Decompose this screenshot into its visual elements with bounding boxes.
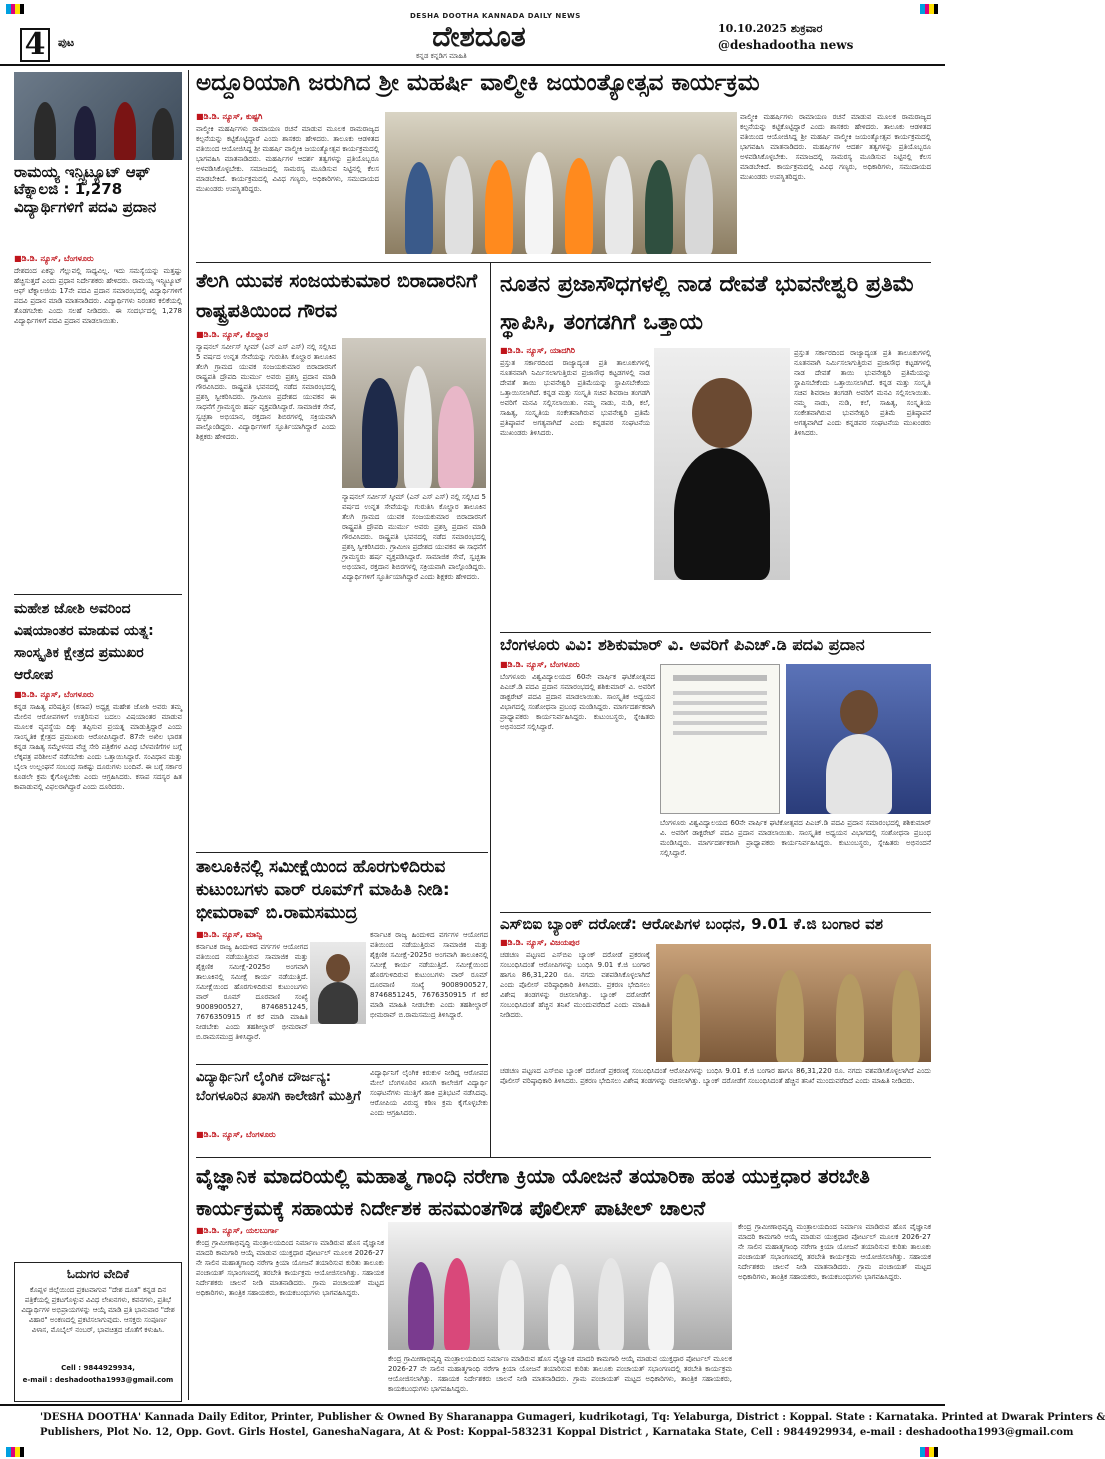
mahesh-byline: ■ಡಿ.ಡಿ. ನ್ಯೂಸ್, ಬೆಂಗಳೂರು [14, 690, 94, 699]
story-divider [196, 262, 931, 263]
sanjay-byline: ■ಡಿ.ಡಿ. ನ್ಯೂಸ್, ಕೊಲ್ಹಾರ [196, 330, 269, 339]
phd-holder-photo [786, 664, 931, 814]
bhuvaneshwari-byline: ■ಡಿ.ಡಿ. ನ್ಯೂಸ್, ಯಾದಗಿರಿ [500, 346, 575, 355]
shivakumar-body: ಬೆಂಗಳೂರು ವಿಶ್ವವಿದ್ಯಾಲಯದ 60ನೇ ವಾರ್ಷಿಕ ಘಟಿಕೋತ್ಸವದ ಪಿಎಚ್.ಡಿ ಪದವಿ ಪ್ರದಾನ ಸಮಾರಂಭದಲ್ಲಿ ಶಶಿಕುಮಾರ್ ವಿ. ಅವರಿಗೆ ಡಾಕ್ಟರೇಟ್ ಪದವಿ ಪ್ರದಾನ ಮಾಡಲಾಯಿತು. ಸಾಂಸ್ಕೃತಿಕ ಅಧ್ಯಯನ ವಿಭಾಗದಲ್ಲಿ ಸಂಶೋಧನಾ ಪ್ರಬಂಧ ಮಂಡಿಸಿದ್ದರು. ಮಾರ್ಗದರ್ಶಕರಾಗಿ ಪ್ರಾಧ್ಯಾಪಕರು ಕಾರ್ಯನಿರ್ವಹಿಸಿದ್ದರು. ಕುಟುಂಬಸ್ಥರು, ಸ್ನೇಹಿತರು ಅಭಿನಂದನೆ ಸಲ್ಲಿಸಿದ್ದಾರೆ. [500, 673, 655, 731]
story-divider [196, 852, 488, 853]
certificate-image [660, 664, 780, 814]
issue-date: 10.10.2025 ಶುಕ್ರವಾರ [718, 22, 823, 35]
masthead [0, 0, 945, 64]
social-handle: @deshadootha news [718, 38, 854, 52]
sanjay-headline: ತೆಲಗಿ ಯುವಕ ಸಂಜಯಕುಮಾರ ಬಿರಾದಾರನಿಗೆ ರಾಷ್ಟ್ರಪತಿಯಿಂದ ಗೌರವ [196, 270, 478, 322]
sanjay-body: ನ್ಯಾಷನಲ್ ಸರ್ವೀಸ್ ಸ್ಕೀಮ್ (ಎನ್ ಎಸ್ ಎಸ್) ನಲ್ಲಿ ಸಲ್ಲಿಸಿದ 5 ವರ್ಷದ ಉನ್ನತ ಸೇವೆಯನ್ನು ಗುರುತಿಸಿ ಕೊಲ್ಹಾರ ತಾಲೂಕಿನ ತೆಲಗಿ ಗ್ರಾಮದ ಯುವಕ ಸಂಜಯಕುಮಾರ ಬಿರಾದಾರನಿಗೆ ರಾಷ್ಟ್ರಪತಿ ದ್ರೌಪದಿ ಮುರ್ಮು ಅವರು ಪ್ರಶಸ್ತಿ ಪ್ರದಾನ ಮಾಡಿ ಗೌರವಿಸಿದರು. ರಾಷ್ಟ್ರಪತಿ ಭವನದಲ್ಲಿ ನಡೆದ ಸಮಾರಂಭದಲ್ಲಿ ಪ್ರಶಸ್ತಿ ಸ್ವೀಕರಿಸಿದರು. ಗ್ರಾಮೀಣ ಪ್ರದೇಶದ ಯುವಕನ ಈ ಸಾಧನೆಗೆ ಗ್ರಾಮಸ್ಥರು ಹರ್ಷ ವ್ಯಕ್ತಪಡಿಸಿದ್ದಾರೆ. ಸಾಮಾಜಿಕ ಸೇವೆ, ಸ್ವಚ್ಛತಾ ಅಭಿಯಾನ, ರಕ್ತದಾನ ಶಿಬಿರಗಳಲ್ಲಿ ಸಕ್ರಿಯವಾಗಿ ಪಾಲ್ಗೊಂಡಿದ್ದರು. ವಿದ್ಯಾರ್ಥಿಗಳಿಗೆ ಸ್ಫೂರ್ತಿಯಾಗಿದ್ದಾರೆ ಎಂದು ಶಿಕ್ಷಕರು ಹೇಳಿದರು. [196, 343, 336, 441]
imprint-footer [0, 1407, 1105, 1445]
valmiki-body-continued: ವಾಲ್ಮೀಕಿ ಮಹರ್ಷಿಗಳು ರಾಮಾಯಣ ರಚನೆ ಮಾಡುವ ಮೂಲಕ ರಾಮರಾಜ್ಯದ ಕಲ್ಪನೆಯನ್ನು ಕಟ್ಟಿಕೊಟ್ಟಿದ್ದಾರೆ ಎಂದು ಶಾಸಕರು ಹೇಳಿದರು. ತಾಲೂಕು ಆಡಳಿತದ ವತಿಯಿಂದ ಆಯೋಜಿಸಿದ್ದ ಶ್ರೀ ಮಹರ್ಷಿ ವಾಲ್ಮೀಕಿ ಜಯಂತ್ಯೋತ್ಸವ ಕಾರ್ಯಕ್ರಮದಲ್ಲಿ ಭಾಗವಹಿಸಿ ಮಾತನಾಡಿದರು. ಮಹರ್ಷಿಗಳ ಆದರ್ಶ ತತ್ವಗಳನ್ನು ಪ್ರತಿಯೊಬ್ಬರೂ ಅಳವಡಿಸಿಕೊಳ್ಳಬೇಕು. ಸಮಾಜದಲ್ಲಿ ಸಾಮರಸ್ಯ ಮೂಡಿಸುವ ನಿಟ್ಟಿನಲ್ಲಿ ಕೆಲಸ ಮಾಡಬೇಕಿದೆ. ಕಾರ್ಯಕ್ರಮದಲ್ಲಿ ವಿವಿಧ ಗಣ್ಯರು, ಅಧಿಕಾರಿಗಳು, ಸಮುದಾಯದ ಮುಖಂಡರು ಉಪಸ್ಥಿತರಿದ್ದರು. [740, 113, 931, 181]
bhuvaneshwari-headline: ನೂತನ ಪ್ರಜಾಸೌಧಗಳಲ್ಲಿ ನಾಡ ದೇವತೆ ಭುವನೇಶ್ವರಿ ಪ್ರತಿಮೆ ಸ್ಥಾಪಿಸಿ, ತಂಗಡಗಿಗೆ ಒತ್ತಾಯ [500, 272, 915, 335]
shivakumar-body-continued: ಬೆಂಗಳೂರು ವಿಶ್ವವಿದ್ಯಾಲಯದ 60ನೇ ವಾರ್ಷಿಕ ಘಟಿಕೋತ್ಸವದ ಪಿಎಚ್.ಡಿ ಪದವಿ ಪ್ರದಾನ ಸಮಾರಂಭದಲ್ಲಿ ಶಶಿಕುಮಾರ್ ವಿ. ಅವರಿಗೆ ಡಾಕ್ಟರೇಟ್ ಪದವಿ ಪ್ರದಾನ ಮಾಡಲಾಯಿತು. ಸಾಂಸ್ಕೃತಿಕ ಅಧ್ಯಯನ ವಿಭಾಗದಲ್ಲಿ ಸಂಶೋಧನಾ ಪ್ರಬಂಧ ಮಂಡಿಸಿದ್ದರು. ಮಾರ್ಗದರ್ಶಕರಾಗಿ ಪ್ರಾಧ್ಯಾಪಕರು ಕಾರ್ಯನಿರ್ವಹಿಸಿದ್ದರು. ಕುಟುಂಬಸ್ಥರು, ಸ್ನೇಹಿತರು ಅಭಿನಂದನೆ ಸಲ್ಲಿಸಿದ್ದಾರೆ. [660, 819, 931, 857]
narega-headline: ವೈಜ್ಞಾನಿಕ ಮಾದರಿಯಲ್ಲಿ ಮಹಾತ್ಮ ಗಾಂಧಿ ನರೇಗಾ ಕ್ರಿಯಾ ಯೋಜನೆ ತಯಾರಿಕಾ ಹಂತ ಯುಕ್ತಧಾರ ತರಬೇತಿ ಕಾರ್ಯಕ್ರಮಕ್ಕೆ ಸಹಾಯಕ ನಿರ್ದೇಶಕ ಹನಮಂತಗೌಡ ಪೊಲೀಸ್ ಪಾಟೀಲ್ ಚಾಲನೆ [196, 1164, 870, 1220]
shivakumar-byline: ■ಡಿ.ಡಿ. ನ್ಯೂಸ್, ಬೆಂಗಳೂರು [500, 660, 580, 669]
war-room-headline: ತಾಲೂಕಿನಲ್ಲಿ ಸಮೀಕ್ಷೆಯಿಂದ ಹೊರಗುಳಿದಿರುವ ಕುಟುಂಬಗಳು ವಾರ್ ರೂಮ್‌ಗೆ ಮಾಹಿತಿ ನೀಡಿ: ಭೀಮರಾವ್ ಬಿ.ರಾಮಸಮುದ್ರ [196, 857, 450, 923]
harassment-body: ವಿದ್ಯಾರ್ಥಿನಿಗೆ ಲೈಂಗಿಕ ಕಿರುಕುಳ ನೀಡಿದ್ದ ಆರೋಪದ ಮೇಲೆ ಬೆಂಗಳೂರಿನ ಖಾಸಗಿ ಕಾಲೇಜಿಗೆ ವಿದ್ಯಾರ್ಥಿ ಸಂಘಟನೆಗಳು ಮುತ್ತಿಗೆ ಹಾಕಿ ಪ್ರತಿಭಟನೆ ನಡೆಸಿದವು. ಆರೋಪಿಯ ವಿರುದ್ಧ ಕಠಿಣ ಕ್ರಮ ಕೈಗೊಳ್ಳಬೇಕು ಎಂದು ಆಗ್ರಹಿಸಿದರು. [370, 1069, 488, 1117]
shivakumar-headline: ಬೆಂಗಳೂರು ವಿವಿ: ಶಶಿಕುಮಾರ್ ವಿ. ಅವರಿಗೆ ಪಿಎಚ್.ಡಿ ಪದವಿ ಪ್ರದಾನ [500, 635, 865, 654]
mahesh-headline: ಮಹೇಶ ಜೋಶಿ ಅವರಿಂದ ವಿಷಯಾಂತರ ಮಾಡುವ ಯತ್ನ: ಸಾಂಸ್ಕೃತಿಕ ಕ್ಷೇತ್ರದ ಪ್ರಮುಖರ ಆರೋಪ [14, 601, 154, 683]
bhuvaneshwari-body: ಪ್ರಸ್ತುತ ಸರ್ಕಾರದಿಂದ ರಾಜ್ಯಾದ್ಯಂತ ಪ್ರತಿ ತಾಲೂಕುಗಳಲ್ಲಿ ನೂತನವಾಗಿ ನಿರ್ಮಿಸಲಾಗುತ್ತಿರುವ ಪ್ರಜಾಸೌಧ ಕಟ್ಟಡಗಳಲ್ಲಿ ನಾಡ ದೇವತೆ ತಾಯಿ ಭುವನೇಶ್ವರಿ ಪ್ರತಿಮೆಯನ್ನು ಸ್ಥಾಪಿಸಬೇಕೆಂದು ಒತ್ತಾಯಿಸಲಾಗಿದೆ. ಕನ್ನಡ ಮತ್ತು ಸಂಸ್ಕೃತಿ ಸಚಿವ ಶಿವರಾಜ ತಂಗಡಗಿ ಅವರಿಗೆ ಮನವಿ ಸಲ್ಲಿಸಲಾಯಿತು. ನಮ್ಮ ನಾಡು, ನುಡಿ, ಕಲೆ, ಸಾಹಿತ್ಯ, ಸಂಸ್ಕೃತಿಯ ಸಂಕೇತವಾಗಿರುವ ಭುವನೇಶ್ವರಿ ಪ್ರತಿಮೆ ಪ್ರತಿಷ್ಠಾಪನೆ ಅಗತ್ಯವಾಗಿದೆ ಎಂದು ಕನ್ನಡಪರ ಸಂಘಟನೆಯ ಮುಖಂಡರು ತಿಳಿಸಿದರು. [500, 359, 650, 437]
ramaiah-headline: ರಾಮಯ್ಯ ಇನ್ಸ್ಟಿಟ್ಯೂಟ್ ಆಫ್ ಟೆಕ್ನಾಲಜಿ : 1,278 ವಿದ್ಯಾರ್ಥಿಗಳಿಗೆ ಪದವಿ ಪ್ರದಾನ [14, 163, 157, 216]
story-divider [196, 1157, 931, 1158]
sbi-press-photo [656, 944, 931, 1062]
war-room-body: ಕರ್ನಾಟಕ ರಾಜ್ಯ ಹಿಂದುಳಿದ ವರ್ಗಗಳ ಆಯೋಗದ ವತಿಯಿಂದ ನಡೆಯುತ್ತಿರುವ ಸಾಮಾಜಿಕ ಮತ್ತು ಶೈಕ್ಷಣಿಕ ಸಮೀಕ್ಷೆ-2025ರ ಅಂಗವಾಗಿ ತಾಲೂಕಿನಲ್ಲಿ ಸಮೀಕ್ಷೆ ಕಾರ್ಯ ನಡೆಯುತ್ತಿದೆ. ಸಮೀಕ್ಷೆಯಿಂದ ಹೊರಗುಳಿದಿರುವ ಕುಟುಂಬಗಳು ವಾರ್ ರೂಮ್ ದೂರವಾಣಿ ಸಂಖ್ಯೆ 9008900527, 8746851245, 7676350915 ಗೆ ಕರೆ ಮಾಡಿ ಮಾಹಿತಿ ನೀಡಬೇಕು ಎಂದು ತಹಶೀಲ್ದಾರ್ ಭೀಮರಾವ್ ಬಿ.ರಾಮಸಮುದ್ರ ತಿಳಿಸಿದ್ದಾರೆ. [196, 943, 308, 1041]
ramaiah-body: ದೇಶದಂದ ಏಕನ್ನು ಗೆಲ್ಲುವಲ್ಲಿ ಸಾಧ್ಯವಿಲ್ಲ. ಇದು ಸಮಸ್ಯೆಯನ್ನು ಮತ್ತಷ್ಟು ಹೆಚ್ಚಿಸುತ್ತದೆ ಎಂದು ಪ್ರಧಾನ ನಿರ್ದೇಶಕರು ಹೇಳಿದರು. ರಾಮಯ್ಯ ಇನ್ಸ್ಟಿಟ್ಯೂಟ್ ಆಫ್ ಟೆಕ್ನಾಲಜಿಯ 17ನೇ ಪದವಿ ಪ್ರದಾನ ಸಮಾರಂಭದಲ್ಲಿ ವಿದ್ಯಾರ್ಥಿಗಳಿಗೆ ಪದವಿ ಪ್ರದಾನ ಮಾಡಿ ಮಾತನಾಡಿದರು. ವಿದ್ಯಾರ್ಥಿಗಳು ನಿರಂತರ ಕಲಿಕೆಯಲ್ಲಿ ತೊಡಗಬೇಕು ಎಂದು ಸಲಹೆ ನೀಡಿದರು. ಈ ಸಂದರ್ಭದಲ್ಲಿ 1,278 ವಿದ್ಯಾರ್ಥಿಗಳಿಗೆ ಪದವಿ ಪ್ರದಾನ ಮಾಡಲಾಯಿತು. [14, 267, 182, 325]
column-divider [188, 70, 189, 1400]
paper-subtitle: DESHA DOOTHA KANNADA DAILY NEWS [410, 12, 581, 20]
war-room-body-continued: ಕರ್ನಾಟಕ ರಾಜ್ಯ ಹಿಂದುಳಿದ ವರ್ಗಗಳ ಆಯೋಗದ ವತಿಯಿಂದ ನಡೆಯುತ್ತಿರುವ ಸಾಮಾಜಿಕ ಮತ್ತು ಶೈಕ್ಷಣಿಕ ಸಮೀಕ್ಷೆ-2025ರ ಅಂಗವಾಗಿ ತಾಲೂಕಿನಲ್ಲಿ ಸಮೀಕ್ಷೆ ಕಾರ್ಯ ನಡೆಯುತ್ತಿದೆ. ಸಮೀಕ್ಷೆಯಿಂದ ಹೊರಗುಳಿದಿರುವ ಕುಟುಂಬಗಳು ವಾರ್ ರೂಮ್ ದೂರವಾಣಿ ಸಂಖ್ಯೆ 9008900527, 8746851245, 7676350915 ಗೆ ಕರೆ ಮಾಡಿ ಮಾಹಿತಿ ನೀಡಬೇಕು ಎಂದು ತಹಶೀಲ್ದಾರ್ ಭೀಮರಾವ್ ಬಿ.ರಾಮಸಮುದ್ರ ತಿಳಿಸಿದ್ದಾರೆ. [370, 931, 488, 1019]
readers-forum-box [14, 1262, 182, 1402]
valmiki-event-photo [385, 112, 737, 254]
valmiki-headline: ಅದ್ದೂರಿಯಾಗಿ ಜರುಗಿದ ಶ್ರೀ ಮಹರ್ಷಿ ವಾಲ್ಮೀಕಿ ಜಯಂತ್ಯೋತ್ಸವ ಕಾರ್ಯಕ್ರಮ [196, 69, 760, 96]
graduation-photo [14, 72, 182, 160]
narega-training-photo [388, 1222, 732, 1350]
ramaiah-byline: ■ಡಿ.ಡಿ. ನ್ಯೂಸ್, ಬೆಂಗಳೂರು [14, 254, 94, 263]
mahesh-body: ಕನ್ನಡ ಸಾಹಿತ್ಯ ಪರಿಷತ್ತಿನ (ಕಸಾಪ) ಅಧ್ಯಕ್ಷ ಮಹೇಶ ಜೋಶಿ ಅವರು ತಮ್ಮ ಮೇಲಿನ ಆರೋಪಗಳಿಗೆ ಉತ್ತರಿಸುವ ಬದಲು ವಿಷಯಾಂತರ ಮಾಡುವ ಮೂಲಕ ವ್ಯವಸ್ಥೆಯ ದಿಕ್ಕು ತಪ್ಪಿಸುವ ಪ್ರಯತ್ನ ಮಾಡುತ್ತಿದ್ದಾರೆ ಎಂದು ಸಾಂಸ್ಕೃತಿಕ ಕ್ಷೇತ್ರದ ಪ್ರಮುಖರು ಆರೋಪಿಸಿದ್ದಾರೆ. 87ನೇ ಅಖಿಲ ಭಾರತ ಕನ್ನಡ ಸಾಹಿತ್ಯ ಸಮ್ಮೇಳನದ ವೆಚ್ಚ ಸೇರಿ ಪತ್ರಿಕೆಗಳ ವಿವಿಧ ಬೆಳವಣಿಗೆಗಳ ಬಗ್ಗೆ ಲೆಕ್ಕಪತ್ರ ಪರಿಶೀಲನೆ ನಡೆಸಬೇಕು ಎಂದು ಒತ್ತಾಯಿಸಿದ್ದಾರೆ. ಸಂವಿಧಾನ ಮತ್ತು ಬೈಲಾ ಉಲ್ಲಂಘನೆ ಸಂಬಂಧ ಸಾಕಷ್ಟು ದೂರುಗಳು ಬಂದಿವೆ. ಈ ಬಗ್ಗೆ ಸರ್ಕಾರ ಕೂಡಲೇ ಕ್ರಮ ಕೈಗೊಳ್ಳಬೇಕು ಎಂದು ಆಗ್ರಹಿಸಿದರು. ಕಸಾಪ ಸದಸ್ಯರ ಹಿತ ಕಾಪಾಡುವಲ್ಲಿ ವಿಫಲರಾಗಿದ್ದಾರೆ ಎಂದು ದೂರಿದರು. [14, 703, 182, 791]
readers-forum-email: e-mail : deshadootha1993@gmail.com [22, 1376, 174, 1384]
readers-forum-body: ಕೊಪ್ಪಳ ಜಿಲ್ಲೆಯಿಂದ ಪ್ರಕಟವಾಗುವ "ದೇಶ ದೂತ" ಕನ್ನಡ ದಿನ ಪತ್ರಿಕೆಯಲ್ಲಿ ಪ್ರಕಟಗೊಳ್ಳುವ ವಿವಿಧ ಲೇಖನಗಳು, ಕವನಗಳು, ಪ್ರತಿಭೆ ವಿದ್ಯಾರ್ಥಿಗಳ ಅಭಿಪ್ರಾಯಗಳನ್ನು ಆಯ್ಕೆ ಮಾಡಿ ಪ್ರತಿ ಭಾನುವಾರ "ದೇಶ ವಿಹಾರ" ಅಂಕಣದಲ್ಲಿ ಪ್ರಕಟಿಸಲಾಗುವುದು. ಆಸಕ್ತರು ಸಂಪೂರ್ಣ ವಿಳಾಸ, ಮೊಬೈಲ್ ನಂಬರ್, ಭಾವಚಿತ್ರದ ಜೊತೆಗೆ ಕಳುಹಿಸಿ. [21, 1286, 175, 1334]
story-divider [14, 594, 182, 595]
page-label: ಪುಟ [58, 36, 75, 49]
masthead-rule [0, 64, 945, 66]
footer-rule [0, 1404, 945, 1406]
registration-mark [920, 1447, 938, 1457]
sanjay-body-continued: ನ್ಯಾಷನಲ್ ಸರ್ವೀಸ್ ಸ್ಕೀಮ್ (ಎನ್ ಎಸ್ ಎಸ್) ನಲ್ಲಿ ಸಲ್ಲಿಸಿದ 5 ವರ್ಷದ ಉನ್ನತ ಸೇವೆಯನ್ನು ಗುರುತಿಸಿ ಕೊಲ್ಹಾರ ತಾಲೂಕಿನ ತೆಲಗಿ ಗ್ರಾಮದ ಯುವಕ ಸಂಜಯಕುಮಾರ ಬಿರಾದಾರನಿಗೆ ರಾಷ್ಟ್ರಪತಿ ದ್ರೌಪದಿ ಮುರ್ಮು ಅವರು ಪ್ರಶಸ್ತಿ ಪ್ರದಾನ ಮಾಡಿ ಗೌರವಿಸಿದರು. ರಾಷ್ಟ್ರಪತಿ ಭವನದಲ್ಲಿ ನಡೆದ ಸಮಾರಂಭದಲ್ಲಿ ಪ್ರಶಸ್ತಿ ಸ್ವೀಕರಿಸಿದರು. ಗ್ರಾಮೀಣ ಪ್ರದೇಶದ ಯುವಕನ ಈ ಸಾಧನೆಗೆ ಗ್ರಾಮಸ್ಥರು ಹರ್ಷ ವ್ಯಕ್ತಪಡಿಸಿದ್ದಾರೆ. ಸಾಮಾಜಿಕ ಸೇವೆ, ಸ್ವಚ್ಛತಾ ಅಭಿಯಾನ, ರಕ್ತದಾನ ಶಿಬಿರಗಳಲ್ಲಿ ಸಕ್ರಿಯವಾಗಿ ಪಾಲ್ಗೊಂಡಿದ್ದರು. ವಿದ್ಯಾರ್ಥಿಗಳಿಗೆ ಸ್ಫೂರ್ತಿಯಾಗಿದ್ದಾರೆ ಎಂದು ಶಿಕ್ಷಕರು ಹೇಳಿದರು. [342, 493, 486, 581]
narega-body-photo-caption: ಕೇಂದ್ರ ಗ್ರಾಮೀಣಾಭಿವೃದ್ಧಿ ಮಂತ್ರಾಲಯದಿಂದ ನಿರ್ಮಾಣ ಮಾಡಿರುವ ಹೊಸ ವೈಜ್ಞಾನಿಕ ಮಾದರಿ ಕಾಮಗಾರಿ ಆಯ್ಕೆ ಮಾಡುವ ಯುಕ್ತಧಾರ ಪೋರ್ಟಲ್ ಮೂಲಕ 2026-27 ನೇ ಸಾಲಿನ ಮಹಾತ್ಮಗಾಂಧಿ ನರೇಗಾ ಕ್ರಿಯಾ ಯೋಜನೆ ತಯಾರಿಸುವ ಕುರಿತು ತಾಲೂಕು ಪಂಚಾಯತ್ ಸಭಾಂಗಣದಲ್ಲಿ ತರಬೇತಿ ಕಾರ್ಯಕ್ರಮ ಆಯೋಜಿಸಲಾಗಿತ್ತು. ಸಹಾಯಕ ನಿರ್ದೇಶಕರು ಚಾಲನೆ ನೀಡಿ ಮಾತನಾಡಿದರು. ಗ್ರಾಮ ಪಂಚಾಯತ್ ಮಟ್ಟದ ಅಧಿಕಾರಿಗಳು, ತಾಂತ್ರಿಕ ಸಹಾಯಕರು, ಕಾಯಕಬಂಧುಗಳು ಭಾಗವಹಿಸಿದ್ದರು. [388, 1355, 732, 1393]
imprint-line-1: 'DESHA DOOTHA' Kannada Daily Editor, Printer, Publisher & Owned By Sharanappa Gumageri, kudrikotagi, Tq: Yelaburga, District : Koppal. State : Karnataka. Printed at Dwarak Printers & [40, 1412, 1105, 1423]
sbi-byline: ■ಡಿ.ಡಿ. ನ್ಯೂಸ್, ವಿಜಯಪುರ [500, 938, 580, 947]
sanjay-award-photo [342, 338, 486, 488]
story-divider [500, 912, 931, 913]
sbi-body: ಚಡಚಣ ಪಟ್ಟಣದ ಎಸ್‌ಬಿಐ ಬ್ಯಾಂಕ್ ದರೋಡೆ ಪ್ರಕರಣಕ್ಕೆ ಸಂಬಂಧಿಸಿದಂತೆ ಆರೋಪಿಗಳನ್ನು ಬಂಧಿಸಿ 9.01 ಕೆ.ಜಿ ಬಂಗಾರ ಹಾಗೂ 86,31,220 ರೂ. ನಗದು ವಶಪಡಿಸಿಕೊಳ್ಳಲಾಗಿದೆ ಎಂದು ಪೊಲೀಸ್ ವರಿಷ್ಠಾಧಿಕಾರಿ ತಿಳಿಸಿದರು. ಪ್ರಕರಣ ಭೇದಿಸಲು ವಿಶೇಷ ತಂಡಗಳನ್ನು ರಚಿಸಲಾಗಿತ್ತು. ಬ್ಯಾಂಕ್ ದರೋಡೆಗೆ ಸಂಬಂಧಿಸಿದಂತೆ ಹೆಚ್ಚಿನ ತನಿಖೆ ಮುಂದುವರೆದಿದೆ ಎಂದು ಮಾಹಿತಿ ನೀಡಿದರು. [500, 951, 650, 1019]
page-number: 4 [20, 28, 50, 62]
imprint-line-2: Publishers, Plot No. 12, Opp. Govt. Girls Hostel, GaneshaNagara, At & Post: Koppal-583231 Koppal District , Karnataka State, Cell : 9844929934, e-mail : deshadootha1993@gmail.com [40, 1427, 1074, 1438]
story-divider [196, 1064, 488, 1065]
war-room-byline: ■ಡಿ.ಡಿ. ನ್ಯೂಸ್, ಮಾನ್ವಿ [196, 930, 263, 939]
column-divider [490, 262, 491, 1157]
readers-forum-cell: Cell : 9844929934, [61, 1364, 135, 1372]
officer-photo [310, 942, 366, 1024]
valmiki-byline: ■ಡಿ.ಡಿ. ನ್ಯೂಸ್, ಕುಷ್ಟಗಿ [196, 112, 263, 121]
narega-byline: ■ಡಿ.ಡಿ. ನ್ಯೂಸ್, ಯಲಬುರ್ಗಾ [196, 1226, 279, 1235]
harassment-byline: ■ಡಿ.ಡಿ. ನ್ಯೂಸ್, ಬೆಂಗಳೂರು [196, 1130, 276, 1139]
portrait-photo [654, 348, 790, 580]
tagline: ಕನ್ನಡ ಕನ್ನಡಿಗ ಮಾಹಿತಿ [416, 52, 467, 60]
sbi-body-continued: ಚಡಚಣ ಪಟ್ಟಣದ ಎಸ್‌ಬಿಐ ಬ್ಯಾಂಕ್ ದರೋಡೆ ಪ್ರಕರಣಕ್ಕೆ ಸಂಬಂಧಿಸಿದಂತೆ ಆರೋಪಿಗಳನ್ನು ಬಂಧಿಸಿ 9.01 ಕೆ.ಜಿ ಬಂಗಾರ ಹಾಗೂ 86,31,220 ರೂ. ನಗದು ವಶಪಡಿಸಿಕೊಳ್ಳಲಾಗಿದೆ ಎಂದು ಪೊಲೀಸ್ ವರಿಷ್ಠಾಧಿಕಾರಿ ತಿಳಿಸಿದರು. ಪ್ರಕರಣ ಭೇದಿಸಲು ವಿಶೇಷ ತಂಡಗಳನ್ನು ರಚಿಸಲಾಗಿತ್ತು. ಬ್ಯಾಂಕ್ ದರೋಡೆಗೆ ಸಂಬಂಧಿಸಿದಂತೆ ಹೆಚ್ಚಿನ ತನಿಖೆ ಮುಂದುವರೆದಿದೆ ಎಂದು ಮಾಹಿತಿ ನೀಡಿದರು. [500, 1067, 931, 1085]
narega-body-continued: ಕೇಂದ್ರ ಗ್ರಾಮೀಣಾಭಿವೃದ್ಧಿ ಮಂತ್ರಾಲಯದಿಂದ ನಿರ್ಮಾಣ ಮಾಡಿರುವ ಹೊಸ ವೈಜ್ಞಾನಿಕ ಮಾದರಿ ಕಾಮಗಾರಿ ಆಯ್ಕೆ ಮಾಡುವ ಯುಕ್ತಧಾರ ಪೋರ್ಟಲ್ ಮೂಲಕ 2026-27 ನೇ ಸಾಲಿನ ಮಹಾತ್ಮಗಾಂಧಿ ನರೇಗಾ ಕ್ರಿಯಾ ಯೋಜನೆ ತಯಾರಿಸುವ ಕುರಿತು ತಾಲೂಕು ಪಂಚಾಯತ್ ಸಭಾಂಗಣದಲ್ಲಿ ತರಬೇತಿ ಕಾರ್ಯಕ್ರಮ ಆಯೋಜಿಸಲಾಗಿತ್ತು. ಸಹಾಯಕ ನಿರ್ದೇಶಕರು ಚಾಲನೆ ನೀಡಿ ಮಾತನಾಡಿದರು. ಗ್ರಾಮ ಪಂಚಾಯತ್ ಮಟ್ಟದ ಅಧಿಕಾರಿಗಳು, ತಾಂತ್ರಿಕ ಸಹಾಯಕರು, ಕಾಯಕಬಂಧುಗಳು ಭಾಗವಹಿಸಿದ್ದರು. [738, 1223, 931, 1281]
bhuvaneshwari-body-continued: ಪ್ರಸ್ತುತ ಸರ್ಕಾರದಿಂದ ರಾಜ್ಯಾದ್ಯಂತ ಪ್ರತಿ ತಾಲೂಕುಗಳಲ್ಲಿ ನೂತನವಾಗಿ ನಿರ್ಮಿಸಲಾಗುತ್ತಿರುವ ಪ್ರಜಾಸೌಧ ಕಟ್ಟಡಗಳಲ್ಲಿ ನಾಡ ದೇವತೆ ತಾಯಿ ಭುವನೇಶ್ವರಿ ಪ್ರತಿಮೆಯನ್ನು ಸ್ಥಾಪಿಸಬೇಕೆಂದು ಒತ್ತಾಯಿಸಲಾಗಿದೆ. ಕನ್ನಡ ಮತ್ತು ಸಂಸ್ಕೃತಿ ಸಚಿವ ಶಿವರಾಜ ತಂಗಡಗಿ ಅವರಿಗೆ ಮನವಿ ಸಲ್ಲಿಸಲಾಯಿತು. ನಮ್ಮ ನಾಡು, ನುಡಿ, ಕಲೆ, ಸಾಹಿತ್ಯ, ಸಂಸ್ಕೃತಿಯ ಸಂಕೇತವಾಗಿರುವ ಭುವನೇಶ್ವರಿ ಪ್ರತಿಮೆ ಪ್ರತಿಷ್ಠಾಪನೆ ಅಗತ್ಯವಾಗಿದೆ ಎಂದು ಕನ್ನಡಪರ ಸಂಘಟನೆಯ ಮುಖಂಡರು ತಿಳಿಸಿದರು. [794, 349, 931, 437]
registration-mark [6, 1447, 24, 1457]
readers-forum-title: ಓದುಗರ ವೇದಿಕೆ [67, 1267, 129, 1281]
harassment-headline: ವಿದ್ಯಾರ್ಥಿನಿಗೆ ಲೈಂಗಿಕ ದೌರ್ಜನ್ಯ: ಬೆಂಗಳೂರಿನ ಖಾಸಗಿ ಕಾಲೇಜಿಗೆ ಮುತ್ತಿಗೆ [196, 1070, 361, 1104]
paper-logo: ದೇಶದೂತ [432, 20, 526, 53]
narega-body: ಕೇಂದ್ರ ಗ್ರಾಮೀಣಾಭಿವೃದ್ಧಿ ಮಂತ್ರಾಲಯದಿಂದ ನಿರ್ಮಾಣ ಮಾಡಿರುವ ಹೊಸ ವೈಜ್ಞಾನಿಕ ಮಾದರಿ ಕಾಮಗಾರಿ ಆಯ್ಕೆ ಮಾಡುವ ಯುಕ್ತಧಾರ ಪೋರ್ಟಲ್ ಮೂಲಕ 2026-27 ನೇ ಸಾಲಿನ ಮಹಾತ್ಮಗಾಂಧಿ ನರೇಗಾ ಕ್ರಿಯಾ ಯೋಜನೆ ತಯಾರಿಸುವ ಕುರಿತು ತಾಲೂಕು ಪಂಚಾಯತ್ ಸಭಾಂಗಣದಲ್ಲಿ ತರಬೇತಿ ಕಾರ್ಯಕ್ರಮ ಆಯೋಜಿಸಲಾಗಿತ್ತು. ಸಹಾಯಕ ನಿರ್ದೇಶಕರು ಚಾಲನೆ ನೀಡಿ ಮಾತನಾಡಿದರು. ಗ್ರಾಮ ಪಂಚಾಯತ್ ಮಟ್ಟದ ಅಧಿಕಾರಿಗಳು, ತಾಂತ್ರಿಕ ಸಹಾಯಕರು, ಕಾಯಕಬಂಧುಗಳು ಭಾಗವಹಿಸಿದ್ದರು. [196, 1239, 384, 1297]
valmiki-body: ವಾಲ್ಮೀಕಿ ಮಹರ್ಷಿಗಳು ರಾಮಾಯಣ ರಚನೆ ಮಾಡುವ ಮೂಲಕ ರಾಮರಾಜ್ಯದ ಕಲ್ಪನೆಯನ್ನು ಕಟ್ಟಿಕೊಟ್ಟಿದ್ದಾರೆ ಎಂದು ಶಾಸಕರು ಹೇಳಿದರು. ತಾಲೂಕು ಆಡಳಿತದ ವತಿಯಿಂದ ಆಯೋಜಿಸಿದ್ದ ಶ್ರೀ ಮಹರ್ಷಿ ವಾಲ್ಮೀಕಿ ಜಯಂತ್ಯೋತ್ಸವ ಕಾರ್ಯಕ್ರಮದಲ್ಲಿ ಭಾಗವಹಿಸಿ ಮಾತನಾಡಿದರು. ಮಹರ್ಷಿಗಳ ಆದರ್ಶ ತತ್ವಗಳನ್ನು ಪ್ರತಿಯೊಬ್ಬರೂ ಅಳವಡಿಸಿಕೊಳ್ಳಬೇಕು. ಸಮಾಜದಲ್ಲಿ ಸಾಮರಸ್ಯ ಮೂಡಿಸುವ ನಿಟ್ಟಿನಲ್ಲಿ ಕೆಲಸ ಮಾಡಬೇಕಿದೆ. ಕಾರ್ಯಕ್ರಮದಲ್ಲಿ ವಿವಿಧ ಗಣ್ಯರು, ಅಧಿಕಾರಿಗಳು, ಸಮುದಾಯದ ಮುಖಂಡರು ಉಪಸ್ಥಿತರಿದ್ದರು. [196, 125, 379, 193]
sbi-headline: ಎಸ್‌ಬಿಐ ಬ್ಯಾಂಕ್ ದರೋಡೆ: ಆರೋಪಿಗಳ ಬಂಧನ, 9.01 ಕೆ.ಜಿ ಬಂಗಾರ ವಶ [500, 915, 884, 933]
story-divider [500, 632, 931, 633]
